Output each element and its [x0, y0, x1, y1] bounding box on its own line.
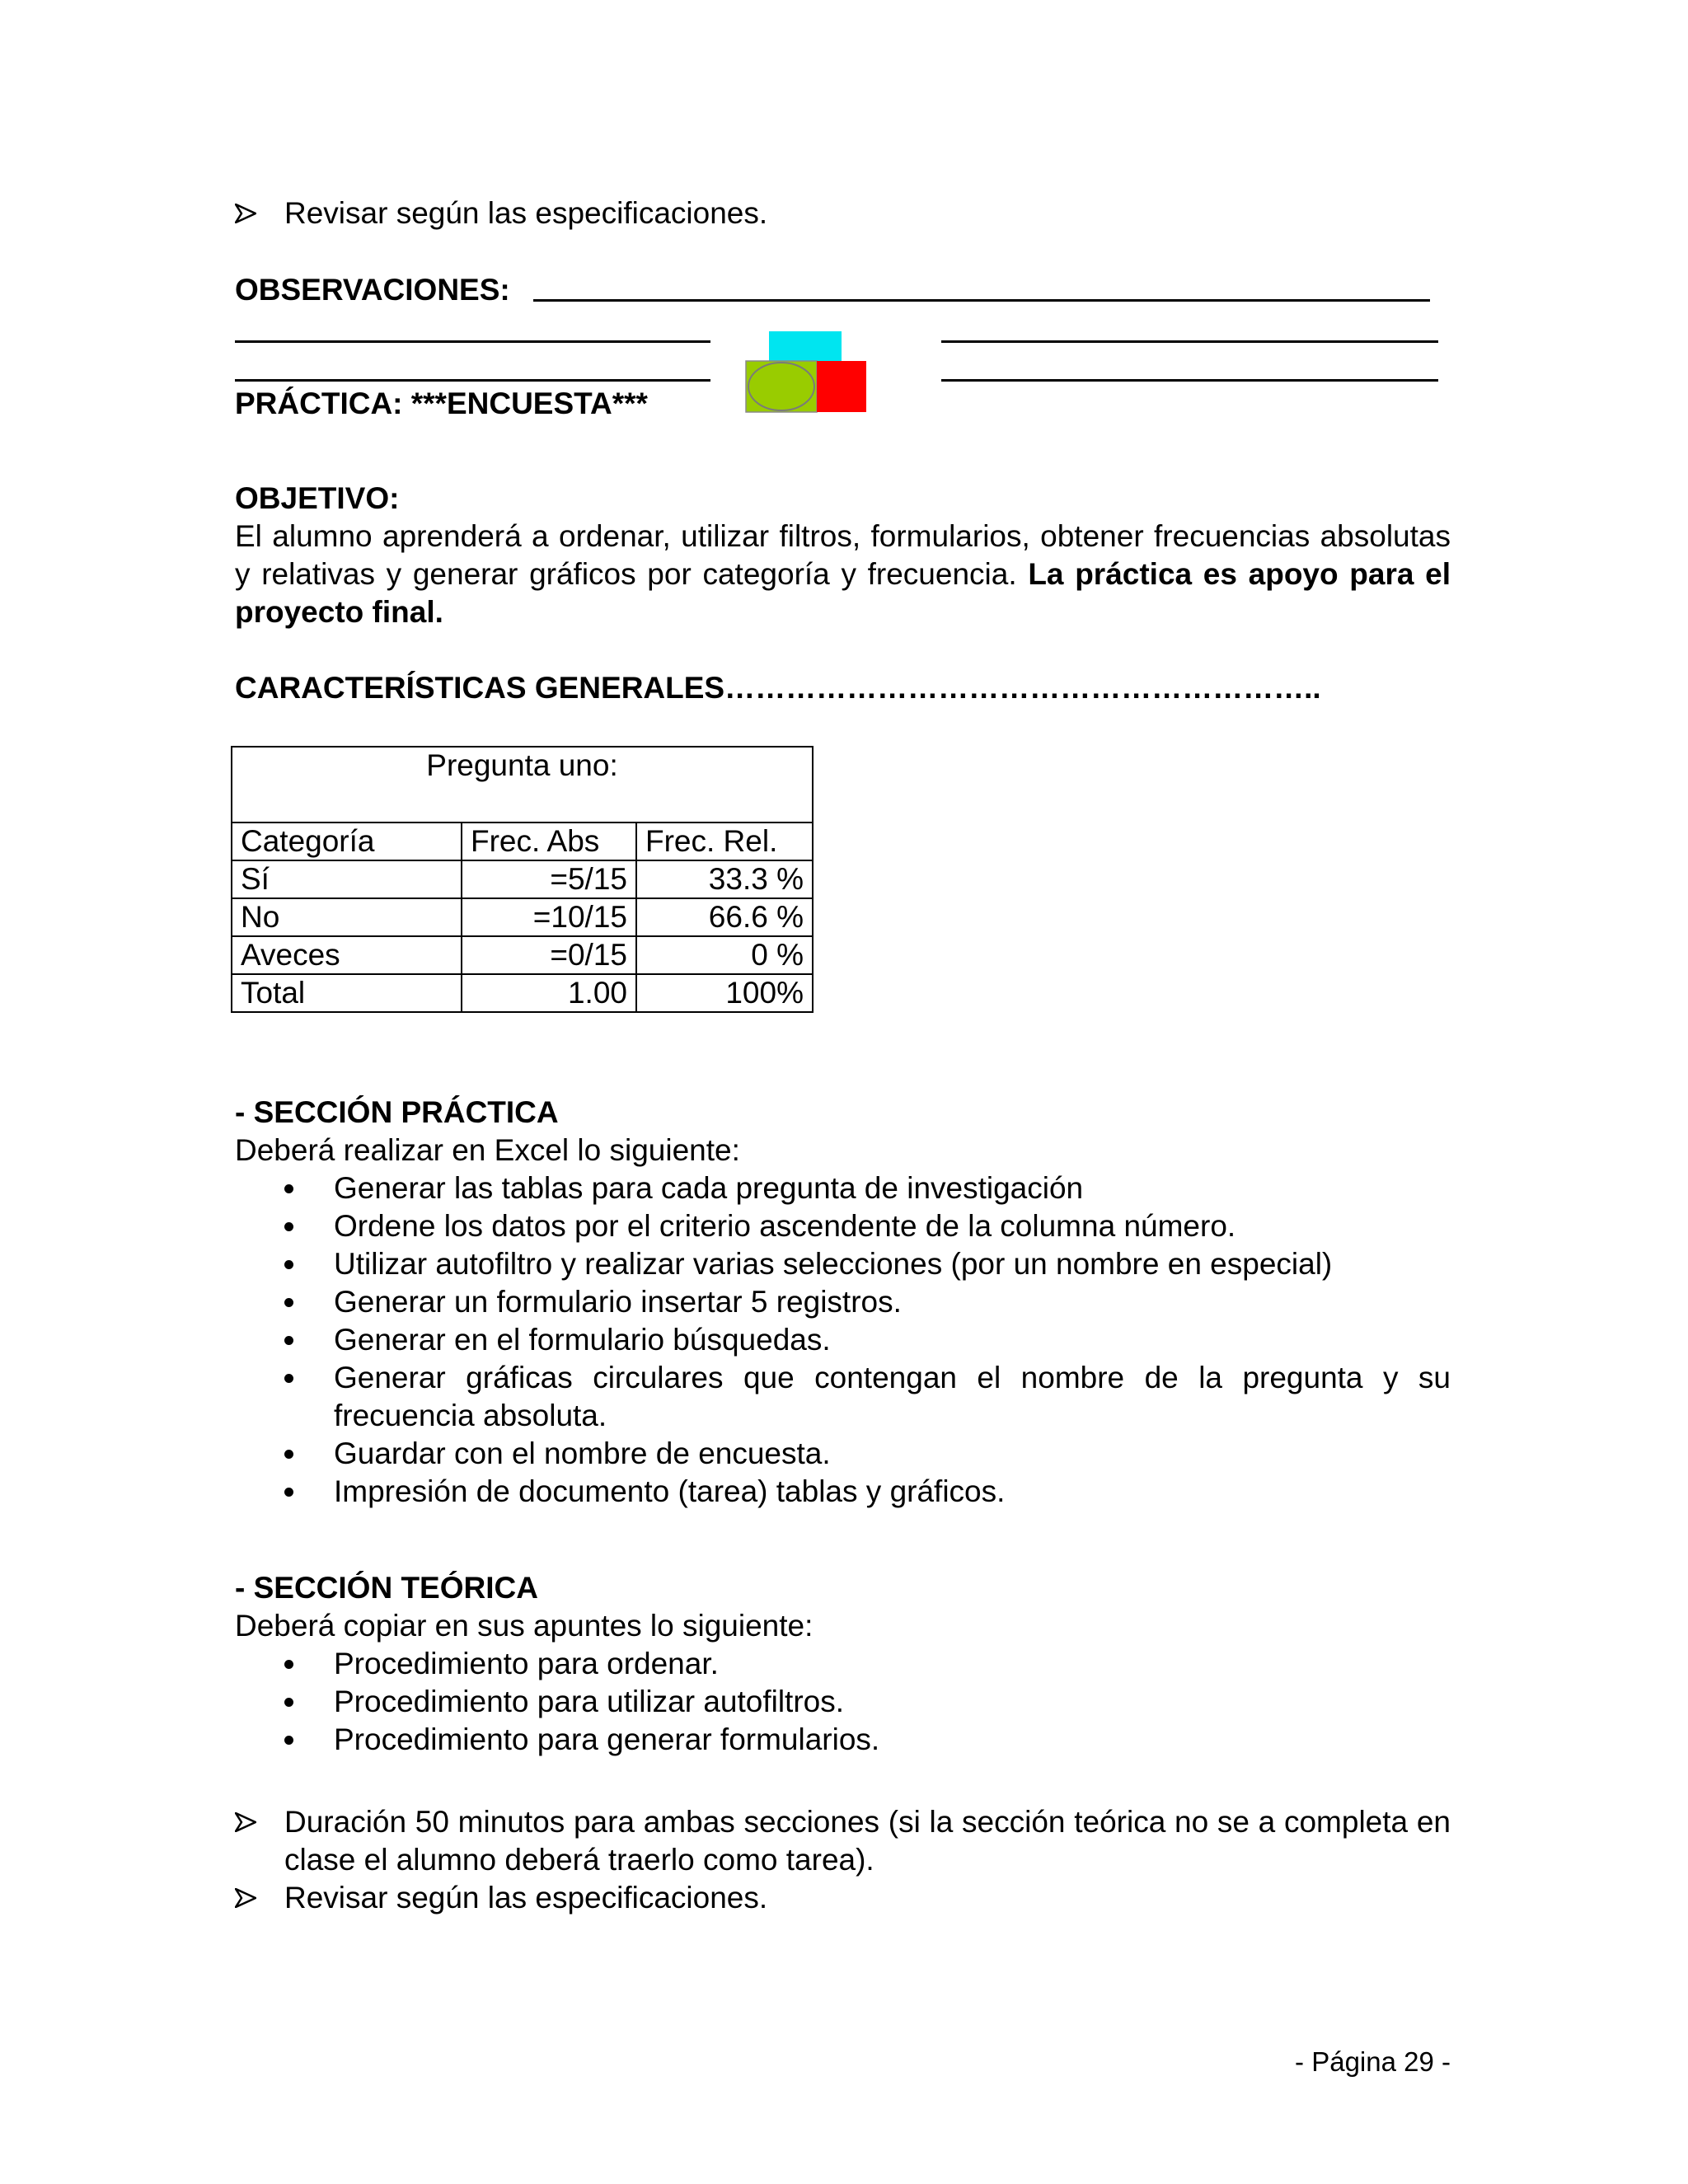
observaciones-label: OBSERVACIONES: — [235, 273, 510, 307]
bullet-dot-icon — [284, 1450, 293, 1459]
cell-category: No — [232, 898, 462, 936]
header-frec-abs: Frec. Abs — [462, 823, 636, 860]
blank-line-left-2 — [235, 379, 710, 382]
revisar-text: Revisar según las especificaciones. — [284, 1881, 768, 1915]
list-item: Procedimiento para ordenar. — [235, 1645, 1451, 1683]
list-item: Generar en el formulario búsquedas. — [235, 1321, 1451, 1359]
caracteristicas-heading: CARACTERÍSTICAS GENERALES………………………………………………….. — [235, 671, 1321, 705]
cell-frec-rel: 33.3 % — [636, 860, 813, 898]
table-row — [232, 974, 813, 1012]
seccion-practica-heading: - SECCIÓN PRÁCTICA — [235, 1095, 559, 1129]
cell-category: Sí — [232, 860, 462, 898]
arrow-bullet-icon — [235, 1803, 276, 1832]
objetivo-paragraph — [235, 518, 1451, 631]
seccion-practica — [235, 1094, 1451, 1511]
practica-title: PRÁCTICA: ***ENCUESTA*** — [235, 387, 648, 420]
cell-frec-rel: 100% — [636, 974, 813, 1012]
table-row — [232, 936, 813, 974]
list-item: Utilizar autofiltro y realizar varias selecciones (por un nombre en especial) — [235, 1245, 1451, 1283]
document-page — [235, 0, 1451, 2184]
list-item: Guardar con el nombre de encuesta. — [235, 1435, 1451, 1473]
seccion-teorica-heading: - SECCIÓN TEÓRICA — [235, 1571, 538, 1605]
seccion-practica-intro: Deberá realizar en Excel lo siguiente: — [235, 1133, 740, 1167]
objetivo-bold-text: La práctica es apoyo para el proyecto final. — [235, 557, 1451, 629]
cell-frec-abs: =10/15 — [462, 898, 636, 936]
cell-frec-abs: 1.00 — [462, 974, 636, 1012]
blank-line-right-1 — [941, 340, 1438, 343]
blank-line-left-1 — [235, 340, 710, 343]
bullet-dot-icon — [284, 1374, 293, 1383]
bullet-dot-icon — [284, 1736, 293, 1745]
bullet-dot-icon — [284, 1184, 293, 1193]
bullet-dot-icon — [284, 1260, 293, 1269]
list-item: Impresión de documento (tarea) tablas y gráficos. — [235, 1473, 1451, 1511]
header-categoria: Categoría — [232, 823, 462, 860]
top-bullet-text: Revisar según las especificaciones. — [284, 196, 768, 230]
bottom-bullets — [235, 1803, 1451, 1917]
arrow-bullet-icon — [235, 1879, 276, 1908]
bullet-dot-icon — [284, 1222, 293, 1231]
objetivo-text: El alumno aprenderá a ordenar, utilizar filtros, formularios, obtener frecuencias absolutas y relativas y generar gráficos por categoría y frecuencia. — [235, 519, 1451, 591]
list-item: Procedimiento para utilizar autofiltros. — [235, 1683, 1451, 1721]
shapes-logo-icon — [744, 330, 868, 415]
header-frec-rel: Frec. Rel. — [636, 823, 813, 860]
objetivo-heading: OBJETIVO: — [235, 481, 400, 515]
frequency-table — [231, 746, 814, 1013]
cell-frec-rel: 0 % — [636, 936, 813, 974]
seccion-practica-list — [235, 1169, 1451, 1511]
arrow-bullet-icon — [235, 194, 276, 223]
bullet-dot-icon — [284, 1298, 293, 1307]
observaciones-line — [533, 299, 1430, 302]
table-header-row — [232, 823, 813, 860]
seccion-teorica-list — [235, 1645, 1451, 1759]
table-row — [232, 860, 813, 898]
bottom-bullet — [235, 1879, 1451, 1917]
seccion-teorica — [235, 1569, 1451, 1759]
cell-frec-rel: 66.6 % — [636, 898, 813, 936]
duracion-text: Duración 50 minutos para ambas secciones (si la sección teórica no se a completa en clase el alumno deberá traerlo como tarea). — [284, 1805, 1451, 1877]
seccion-teorica-intro: Deberá copiar en sus apuntes lo siguiente: — [235, 1609, 814, 1643]
cell-category: Total — [232, 974, 462, 1012]
table-title: Pregunta uno: — [232, 747, 813, 823]
page-number: - Página 29 - — [1295, 2046, 1451, 2077]
list-item: Procedimiento para generar formularios. — [235, 1721, 1451, 1759]
bullet-dot-icon — [284, 1488, 293, 1497]
cell-frec-abs: =5/15 — [462, 860, 636, 898]
list-item: Generar gráficas circulares que contengan el nombre de la pregunta y su frecuencia absoluta. — [235, 1359, 1451, 1435]
bullet-dot-icon — [284, 1660, 293, 1669]
table-title-row — [232, 747, 813, 823]
list-item: Ordene los datos por el criterio ascendente de la columna número. — [235, 1207, 1451, 1245]
bottom-bullet — [235, 1803, 1451, 1879]
list-item: Generar las tablas para cada pregunta de investigación — [235, 1169, 1451, 1207]
cell-frec-abs: =0/15 — [462, 936, 636, 974]
cell-category: Aveces — [232, 936, 462, 974]
bullet-dot-icon — [284, 1336, 293, 1345]
bullet-dot-icon — [284, 1698, 293, 1707]
list-item: Generar un formulario insertar 5 registros. — [235, 1283, 1451, 1321]
table-row — [232, 898, 813, 936]
blank-line-right-2 — [941, 379, 1438, 382]
